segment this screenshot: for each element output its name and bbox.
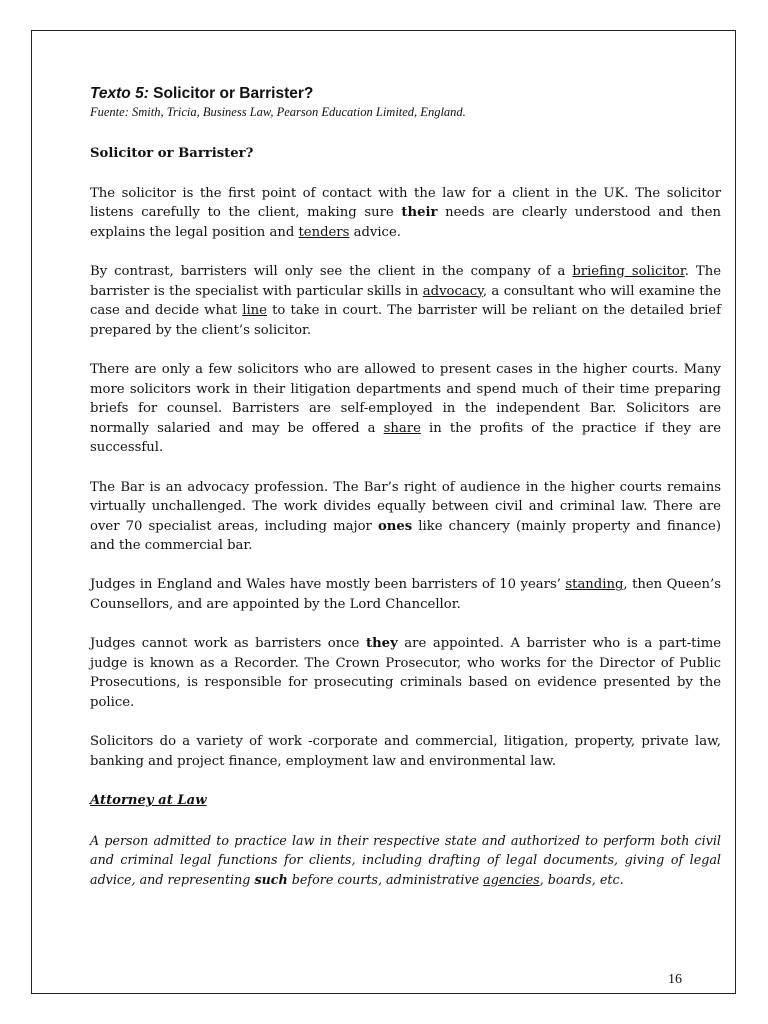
- p3-underline-share: share: [383, 420, 421, 436]
- paragraph-3: [90, 360, 721, 458]
- p1-underline-tenders: tenders: [298, 224, 350, 240]
- page-number: 16: [668, 972, 682, 987]
- p2-text-a: By contrast, barristers will only see the client in the company of a: [90, 263, 573, 279]
- p2-text-e: , a consultant who will examine the case and decide what: [90, 283, 721, 319]
- p3-text-a: There are only a few solicitors who are allowed to present cases in the higher courts. Many more solicitors work in their litigation departments and spend much of their time preparing briefs for counsel. Barristers are self-employed in the independent Bar. Solicitors are normally salaried and may be offered a: [90, 361, 721, 436]
- section-heading: Solicitor or Barrister?: [90, 146, 254, 161]
- p2-text-g: to take in court. The barrister will be reliant on the detailed brief prepared by the client’s solicitor.: [90, 303, 721, 338]
- p2-text-c: . The barrister is the specialist with particular skills in: [90, 263, 721, 299]
- p2-underline-briefing-solicitor: briefing solicitor: [572, 263, 685, 279]
- document-body: [90, 83, 721, 889]
- attorney-heading: Attorney at Law: [90, 793, 207, 808]
- p2-underline-advocacy: advocacy: [422, 283, 483, 299]
- p4-bold-ones: ones: [377, 518, 413, 534]
- title-text: Solicitor or Barrister?: [148, 85, 314, 102]
- def-text-a: A person admitted to practice law in their respective state and authorized to perform both civil and criminal legal functions for clients, including drafting of legal documents, giving of legal advice, and representing: [90, 832, 721, 887]
- paragraph-5: [90, 575, 721, 614]
- p6-text-a: Judges cannot work as barristers once: [90, 636, 366, 652]
- p4-text-a: The Bar is an advocacy profession. The Bar’s right of audience in the higher courts remains virtually unchallenged. The work divides equally between civil and criminal law. There are over 70 specialist areas, including major: [90, 479, 721, 534]
- p3-text-c: in the profits of the practice if they are successful.: [90, 420, 721, 456]
- p1-bold-their: their: [401, 205, 438, 221]
- paragraph-2: [90, 262, 721, 340]
- p1-text-e: advice.: [349, 224, 401, 240]
- source-citation: Fuente: Smith, Tricia, Business Law, Pearson Education Limited, England.: [90, 105, 466, 119]
- p5-text-a: Judges in England and Wales have mostly been barristers of 10 years’: [90, 577, 566, 593]
- paragraph-6: [90, 634, 721, 712]
- def-underline-agencies: agencies: [483, 871, 540, 887]
- attorney-definition: [90, 831, 721, 890]
- p4-text-c: like chancery (mainly property and finance) and the commercial bar.: [90, 518, 722, 554]
- p5-underline-standing: standing: [565, 577, 624, 593]
- p1-text-a: The solicitor is the first point of contact with the law for a client in the UK. The solicitor listens carefully to the client, making sure: [90, 185, 721, 221]
- def-text-e: , boards, etc.: [539, 871, 624, 887]
- def-text-c: before courts, administrative: [287, 871, 484, 887]
- p5-text-c: , then Queen’s Counsellors, and are appointed by the Lord Chancellor.: [90, 577, 721, 613]
- p6-text-c: are appointed. A barrister who is a part-time judge is known as a Recorder. The Crown Prosecutor, who works for the Director of Public Prosecutions, is responsible for prosecuting criminals based on evidence presented by the police.: [90, 636, 721, 711]
- p1-text-c: needs are clearly understood and then explains the legal position and: [90, 205, 721, 240]
- def-bold-such: such: [254, 871, 288, 887]
- document-title: [90, 83, 721, 104]
- paragraph-1: [90, 184, 721, 243]
- p2-underline-line: line: [242, 303, 267, 319]
- title-label: Texto 5:: [90, 85, 149, 102]
- p6-bold-they: they: [366, 636, 398, 652]
- paragraph-4: [90, 478, 721, 556]
- paragraph-7: Solicitors do a variety of work -corporate and commercial, litigation, property, private law, banking and project finance, employment law and environmental law.: [90, 734, 721, 769]
